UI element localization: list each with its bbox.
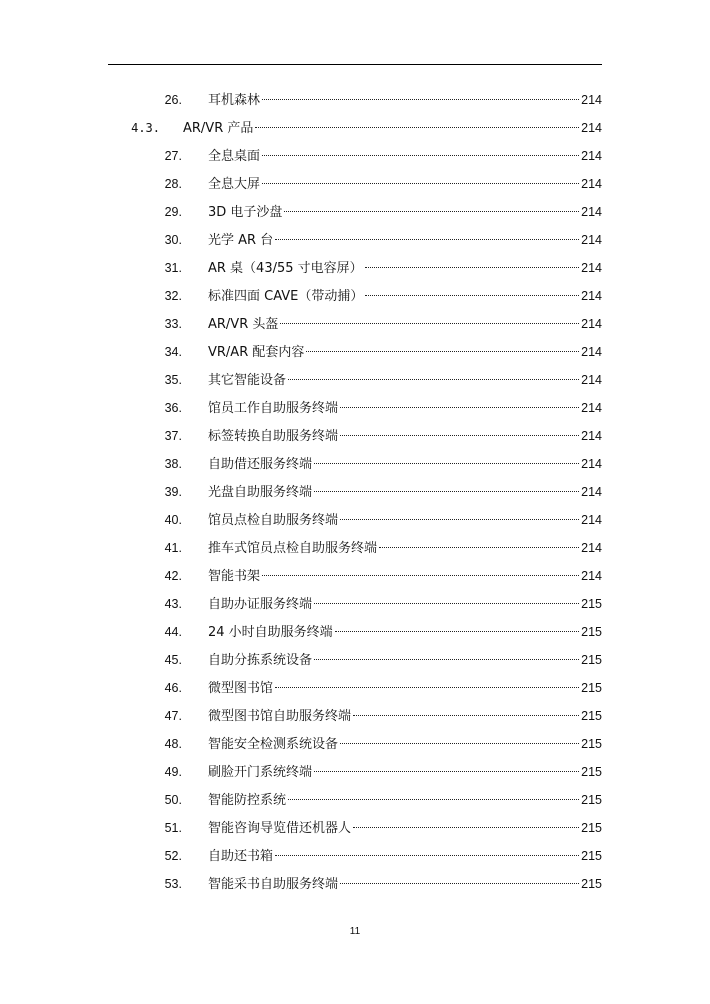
toc-entry-line xyxy=(208,730,602,758)
toc-entry-number: 47. xyxy=(164,709,182,723)
toc-entry-page: 214 xyxy=(581,289,602,303)
toc-entry-line xyxy=(208,254,602,282)
toc-entry-title: 全息大屏 xyxy=(208,177,261,192)
toc-entry-page: 215 xyxy=(581,737,602,751)
toc-entry-title: 自助还书箱 xyxy=(208,849,274,864)
toc-entry[interactable] xyxy=(0,198,710,226)
toc-entry-line xyxy=(208,86,602,114)
toc-entry-title: 智能书架 xyxy=(208,569,261,584)
table-of-contents xyxy=(0,86,710,898)
toc-entry-page: 214 xyxy=(581,261,602,275)
toc-entry-title: 3D 电子沙盘 xyxy=(208,205,283,220)
toc-dot-leader xyxy=(314,603,579,604)
toc-entry-line xyxy=(208,422,602,450)
toc-dot-leader xyxy=(379,547,579,548)
toc-dot-leader xyxy=(335,631,579,632)
toc-entry-number: 53. xyxy=(164,877,182,891)
toc-entry-page: 215 xyxy=(581,709,602,723)
toc-entry-number: 36. xyxy=(164,401,182,415)
toc-entry-title: 光盘自助服务终端 xyxy=(208,485,313,500)
toc-entry[interactable] xyxy=(0,646,710,674)
toc-entry[interactable] xyxy=(0,142,710,170)
toc-dot-leader xyxy=(262,99,579,100)
toc-dot-leader xyxy=(280,323,579,324)
toc-dot-leader xyxy=(353,827,579,828)
toc-entry-title: 馆员点检自助服务终端 xyxy=(208,513,339,528)
toc-entry[interactable] xyxy=(0,450,710,478)
toc-entry-page: 214 xyxy=(581,485,602,499)
toc-entry-number: 41. xyxy=(164,541,182,555)
toc-dot-leader xyxy=(288,379,579,380)
toc-dot-leader xyxy=(353,715,579,716)
toc-entry-number: 43. xyxy=(164,597,182,611)
toc-entry-title: 24 小时自助服务终端 xyxy=(208,625,333,640)
toc-entry-page: 215 xyxy=(581,597,602,611)
toc-entry-title: 推车式馆员点检自助服务终端 xyxy=(208,541,378,556)
toc-dot-leader xyxy=(262,575,579,576)
header-rule xyxy=(108,64,602,65)
toc-entry-line xyxy=(208,310,602,338)
toc-entry-line xyxy=(208,870,602,898)
toc-entry-number: 48. xyxy=(164,737,182,751)
toc-entry-number: 49. xyxy=(164,765,182,779)
toc-entry-title: 标准四面 CAVE（带动捕） xyxy=(208,289,364,304)
toc-entry[interactable] xyxy=(0,114,710,142)
toc-entry-number: 39. xyxy=(164,485,182,499)
toc-entry-line xyxy=(208,198,602,226)
toc-entry-page: 214 xyxy=(581,149,602,163)
toc-entry[interactable] xyxy=(0,814,710,842)
toc-entry-number: 27. xyxy=(164,149,182,163)
toc-entry-number: 50. xyxy=(164,793,182,807)
toc-entry[interactable] xyxy=(0,618,710,646)
toc-entry-page: 214 xyxy=(581,541,602,555)
toc-entry-line xyxy=(208,618,602,646)
toc-entry-title: 耳机森林 xyxy=(208,93,261,108)
toc-entry-page: 215 xyxy=(581,625,602,639)
toc-entry[interactable] xyxy=(0,338,710,366)
toc-entry[interactable] xyxy=(0,758,710,786)
toc-entry-title: 光学 AR 台 xyxy=(208,233,274,248)
toc-entry-title: 全息桌面 xyxy=(208,149,261,164)
toc-entry-number: 31. xyxy=(164,261,182,275)
toc-entry-number: 29. xyxy=(164,205,182,219)
toc-entry[interactable] xyxy=(0,86,710,114)
toc-entry-title: 馆员工作自助服务终端 xyxy=(208,401,339,416)
toc-entry[interactable] xyxy=(0,254,710,282)
toc-entry-number: 46. xyxy=(164,681,182,695)
toc-entry-page: 214 xyxy=(581,233,602,247)
toc-entry-title: AR/VR 产品 xyxy=(183,121,254,136)
toc-dot-leader xyxy=(340,407,579,408)
toc-dot-leader xyxy=(275,687,579,688)
toc-entry-line xyxy=(208,282,602,310)
toc-entry-line xyxy=(183,114,602,142)
toc-entry-line xyxy=(208,758,602,786)
toc-entry-number: 35. xyxy=(164,373,182,387)
toc-entry[interactable] xyxy=(0,422,710,450)
toc-entry-number: 40. xyxy=(164,513,182,527)
toc-entry-line xyxy=(208,506,602,534)
toc-entry-line xyxy=(208,142,602,170)
toc-dot-leader xyxy=(314,463,579,464)
toc-entry-number: 30. xyxy=(164,233,182,247)
toc-dot-leader xyxy=(288,799,579,800)
toc-entry[interactable] xyxy=(0,478,710,506)
toc-entry-page: 215 xyxy=(581,793,602,807)
toc-dot-leader xyxy=(314,659,579,660)
toc-dot-leader xyxy=(314,771,579,772)
toc-entry-line xyxy=(208,702,602,730)
toc-entry-title: 微型图书馆 xyxy=(208,681,274,696)
toc-entry-title: AR 桌（43/55 寸电容屏） xyxy=(208,261,363,276)
toc-entry-line xyxy=(208,786,602,814)
toc-entry-line xyxy=(208,842,602,870)
toc-entry[interactable] xyxy=(0,366,710,394)
toc-entry-page: 215 xyxy=(581,849,602,863)
toc-entry[interactable] xyxy=(0,282,710,310)
toc-entry-title: 标签转换自助服务终端 xyxy=(208,429,339,444)
toc-entry-line xyxy=(208,562,602,590)
toc-dot-leader xyxy=(275,855,579,856)
toc-entry-title: 智能防控系统 xyxy=(208,793,287,808)
toc-entry[interactable] xyxy=(0,870,710,898)
toc-dot-leader xyxy=(275,239,579,240)
toc-entry-title: 其它智能设备 xyxy=(208,373,287,388)
toc-entry[interactable] xyxy=(0,730,710,758)
toc-entry-title: 自助分拣系统设备 xyxy=(208,653,313,668)
toc-entry-number: 26. xyxy=(164,93,182,107)
toc-entry-line xyxy=(208,478,602,506)
toc-entry-title: 自助办证服务终端 xyxy=(208,597,313,612)
toc-entry-page: 215 xyxy=(581,653,602,667)
toc-entry-page: 214 xyxy=(581,317,602,331)
toc-entry[interactable] xyxy=(0,562,710,590)
toc-dot-leader xyxy=(340,883,579,884)
toc-entry-line xyxy=(208,646,602,674)
toc-dot-leader xyxy=(306,351,579,352)
toc-entry-page: 214 xyxy=(581,93,602,107)
footer-page-number: 11 xyxy=(349,926,361,937)
toc-entry-line xyxy=(208,534,602,562)
toc-dot-leader xyxy=(365,295,579,296)
toc-entry-page: 214 xyxy=(581,177,602,191)
toc-entry-line xyxy=(208,814,602,842)
toc-entry[interactable] xyxy=(0,394,710,422)
toc-entry-number: 37. xyxy=(164,429,182,443)
toc-entry-number: 44. xyxy=(164,625,182,639)
toc-dot-leader xyxy=(340,743,579,744)
toc-entry[interactable] xyxy=(0,170,710,198)
toc-entry[interactable] xyxy=(0,786,710,814)
toc-entry-title: 微型图书馆自助服务终端 xyxy=(208,709,352,724)
toc-entry-title: VR/AR 配套内容 xyxy=(208,345,305,360)
toc-entry[interactable] xyxy=(0,226,710,254)
toc-entry[interactable] xyxy=(0,310,710,338)
toc-dot-leader xyxy=(365,267,579,268)
toc-entry-page: 215 xyxy=(581,821,602,835)
toc-entry-page: 214 xyxy=(581,205,602,219)
toc-entry-number: 28. xyxy=(164,177,182,191)
toc-entry-page: 214 xyxy=(581,121,602,135)
toc-entry-line xyxy=(208,590,602,618)
toc-entry-page: 214 xyxy=(581,457,602,471)
toc-entry-title: 智能安全检测系统设备 xyxy=(208,737,339,752)
toc-entry-number: 33. xyxy=(164,317,182,331)
toc-entry-number: 32. xyxy=(164,289,182,303)
toc-entry-page: 214 xyxy=(581,373,602,387)
toc-entry-number: 45. xyxy=(164,653,182,667)
toc-entry-page: 214 xyxy=(581,513,602,527)
toc-entry-number: 52. xyxy=(164,849,182,863)
toc-entry[interactable] xyxy=(0,674,710,702)
toc-entry-page: 214 xyxy=(581,429,602,443)
toc-entry[interactable] xyxy=(0,506,710,534)
toc-entry-line xyxy=(208,338,602,366)
toc-entry-page: 215 xyxy=(581,765,602,779)
toc-entry-line xyxy=(208,394,602,422)
toc-entry-title: AR/VR 头盔 xyxy=(208,317,279,332)
toc-dot-leader xyxy=(262,155,579,156)
toc-entry-title: 刷脸开门系统终端 xyxy=(208,765,313,780)
toc-entry-number: 42. xyxy=(164,569,182,583)
toc-entry[interactable] xyxy=(0,842,710,870)
toc-dot-leader xyxy=(284,211,579,212)
toc-entry[interactable] xyxy=(0,534,710,562)
toc-entry-number: 4.3. xyxy=(131,121,160,135)
toc-entry-page: 215 xyxy=(581,877,602,891)
toc-dot-leader xyxy=(255,127,579,128)
toc-entry-page: 215 xyxy=(581,681,602,695)
toc-entry-line xyxy=(208,226,602,254)
toc-entry-title: 智能采书自助服务终端 xyxy=(208,877,339,892)
toc-entry-title: 自助借还服务终端 xyxy=(208,457,313,472)
toc-entry[interactable] xyxy=(0,702,710,730)
toc-dot-leader xyxy=(314,491,579,492)
toc-entry-number: 51. xyxy=(164,821,182,835)
toc-entry[interactable] xyxy=(0,590,710,618)
toc-dot-leader xyxy=(340,519,579,520)
toc-entry-line xyxy=(208,366,602,394)
toc-entry-line xyxy=(208,170,602,198)
toc-entry-page: 214 xyxy=(581,569,602,583)
toc-entry-title: 智能咨询导览借还机器人 xyxy=(208,821,352,836)
toc-dot-leader xyxy=(340,435,579,436)
toc-entry-line xyxy=(208,450,602,478)
toc-dot-leader xyxy=(262,183,579,184)
toc-entry-number: 34. xyxy=(164,345,182,359)
toc-entry-number: 38. xyxy=(164,457,182,471)
toc-entry-page: 214 xyxy=(581,345,602,359)
toc-entry-page: 214 xyxy=(581,401,602,415)
toc-entry-line xyxy=(208,674,602,702)
